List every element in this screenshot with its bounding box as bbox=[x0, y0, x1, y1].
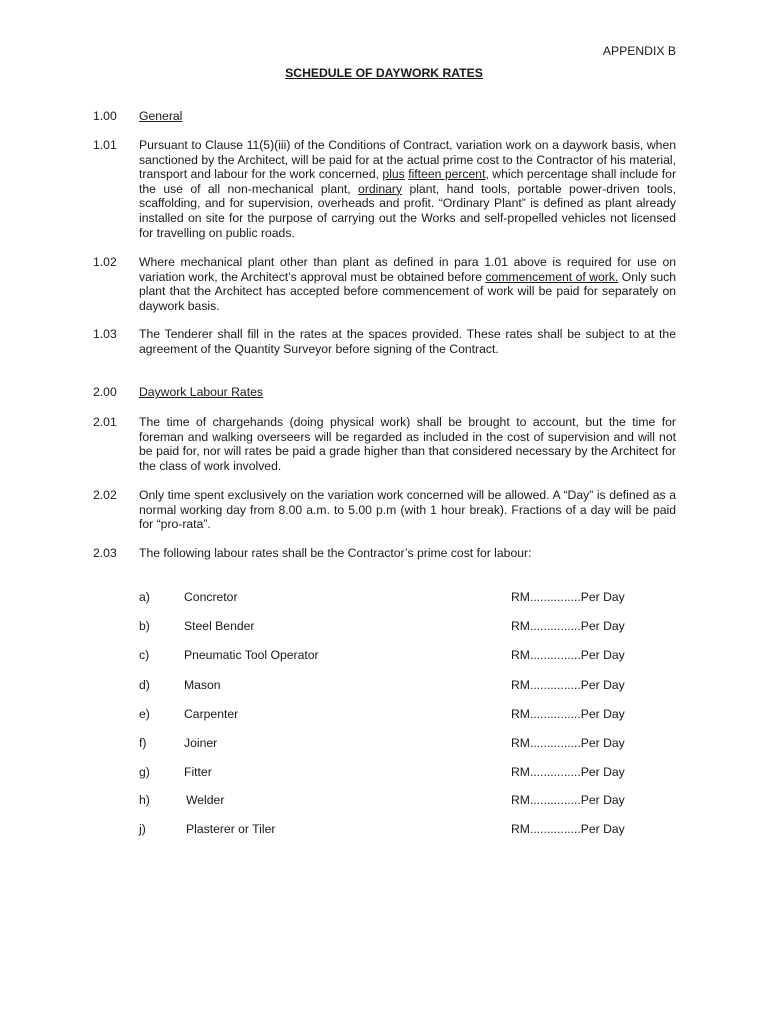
rate-row bbox=[0, 648, 768, 663]
section-number: 2.03 bbox=[93, 546, 117, 560]
paragraph-1-01 bbox=[139, 138, 676, 240]
rate-trade: Joiner bbox=[184, 736, 218, 750]
rate-letter: b) bbox=[139, 619, 150, 633]
paragraph-2-02: Only time spent exclusively on the variation work concerned will be allowed. A “Day” is defined as a normal working day from 8.00 a.m. to 5.00 p.m (with 1 hour break). Fractions of a day will be paid for “pro-rata”. bbox=[139, 488, 676, 532]
rate-trade: Carpenter bbox=[184, 707, 239, 721]
rate-amount: RM...............Per Day bbox=[511, 765, 625, 779]
section-number: 2.02 bbox=[93, 488, 117, 502]
rate-trade: Pneumatic Tool Operator bbox=[184, 648, 319, 662]
paragraph-text: Pursuant to Clause 11(5)(iii) of the Conditions of Contract, variation work on a daywork basis, when sanctioned by the Architect, will be paid for at the actual prime cost to the Contractor of his material, transport and labour for the work concerned, bbox=[139, 138, 676, 182]
rate-amount: RM...............Per Day bbox=[511, 822, 625, 836]
section-number: 1.01 bbox=[93, 138, 117, 152]
underlined-text: ordinary bbox=[358, 181, 403, 196]
paragraph-text: Only such plant that the Architect has accepted before commencement of work will be paid for separately on daywork basis. bbox=[139, 269, 676, 313]
rate-amount: RM...............Per Day bbox=[511, 619, 625, 633]
rate-letter: g) bbox=[139, 765, 150, 779]
paragraph-text: plant, hand tools, portable power-driven tools, scaffolding, and for supervision, overheads and profit. “Ordinary Plant” is defined as plant already installed on site for the purpose of carrying out the Works and self-propelled vehicles not licensed for travelling on public roads. bbox=[139, 181, 676, 240]
rate-row bbox=[0, 619, 768, 634]
paragraph-1-03: The Tenderer shall fill in the rates at the spaces provided. These rates shall be subject to at the agreement of the Quantity Surveyor before signing of the Contract. bbox=[139, 327, 676, 356]
rate-letter: d) bbox=[139, 678, 150, 692]
paragraph-text: , which percentage shall include for the use of all non-mechanical plant, bbox=[139, 167, 676, 196]
underlined-text: plus bbox=[382, 167, 405, 182]
paragraph-1-02 bbox=[139, 255, 676, 313]
rate-trade: Concretor bbox=[184, 590, 238, 604]
rate-amount: RM...............Per Day bbox=[511, 648, 625, 662]
rate-row bbox=[0, 793, 768, 808]
rate-trade: Welder bbox=[186, 793, 225, 807]
underlined-text: fifteen percent bbox=[408, 167, 486, 182]
section-number: 2.01 bbox=[93, 415, 117, 429]
rate-row bbox=[0, 678, 768, 693]
section-heading-general: General bbox=[139, 109, 183, 123]
rate-row bbox=[0, 707, 768, 722]
appendix-label: APPENDIX B bbox=[602, 44, 676, 58]
paragraph-text: Where mechanical plant other than plant as defined in para 1.01 above is required for use on variation work, the Architect’s approval must be obtained before bbox=[139, 255, 676, 284]
rate-letter: c) bbox=[139, 648, 150, 662]
rate-amount: RM...............Per Day bbox=[511, 736, 625, 750]
rate-letter: e) bbox=[139, 707, 150, 721]
section-number: 1.00 bbox=[93, 109, 117, 123]
rate-amount: RM...............Per Day bbox=[511, 793, 625, 807]
rate-row bbox=[0, 590, 768, 605]
rate-row bbox=[0, 736, 768, 751]
paragraph-2-03: The following labour rates shall be the Contractor’s prime cost for labour: bbox=[139, 546, 532, 560]
rate-amount: RM...............Per Day bbox=[511, 678, 625, 692]
rate-trade: Plasterer or Tiler bbox=[186, 822, 276, 836]
rate-letter: f) bbox=[139, 736, 147, 750]
section-heading-daywork-labour-rates: Daywork Labour Rates bbox=[139, 385, 263, 399]
rate-row bbox=[0, 822, 768, 837]
rate-letter: j) bbox=[139, 822, 146, 836]
section-number: 2.00 bbox=[93, 385, 117, 399]
section-number: 1.02 bbox=[93, 255, 117, 269]
rate-trade: Steel Bender bbox=[184, 619, 255, 633]
rate-letter: h) bbox=[139, 793, 150, 807]
rate-trade: Fitter bbox=[184, 765, 212, 779]
underlined-text: commencement of work. bbox=[485, 269, 619, 284]
paragraph-2-01: The time of chargehands (doing physical work) shall be brought to account, but the time for foreman and walking overseers will be regarded as included in the cost of supervision and will not be paid for, nor will rates be paid a grade higher than that considered necessary by the Architect for the class of work involved. bbox=[139, 415, 676, 473]
rate-amount: RM...............Per Day bbox=[511, 707, 625, 721]
rate-row bbox=[0, 765, 768, 780]
page-title: SCHEDULE OF DAYWORK RATES bbox=[285, 66, 483, 80]
rate-trade: Mason bbox=[184, 678, 221, 692]
rate-letter: a) bbox=[139, 590, 150, 604]
rate-amount: RM...............Per Day bbox=[511, 590, 625, 604]
section-number: 1.03 bbox=[93, 327, 117, 341]
